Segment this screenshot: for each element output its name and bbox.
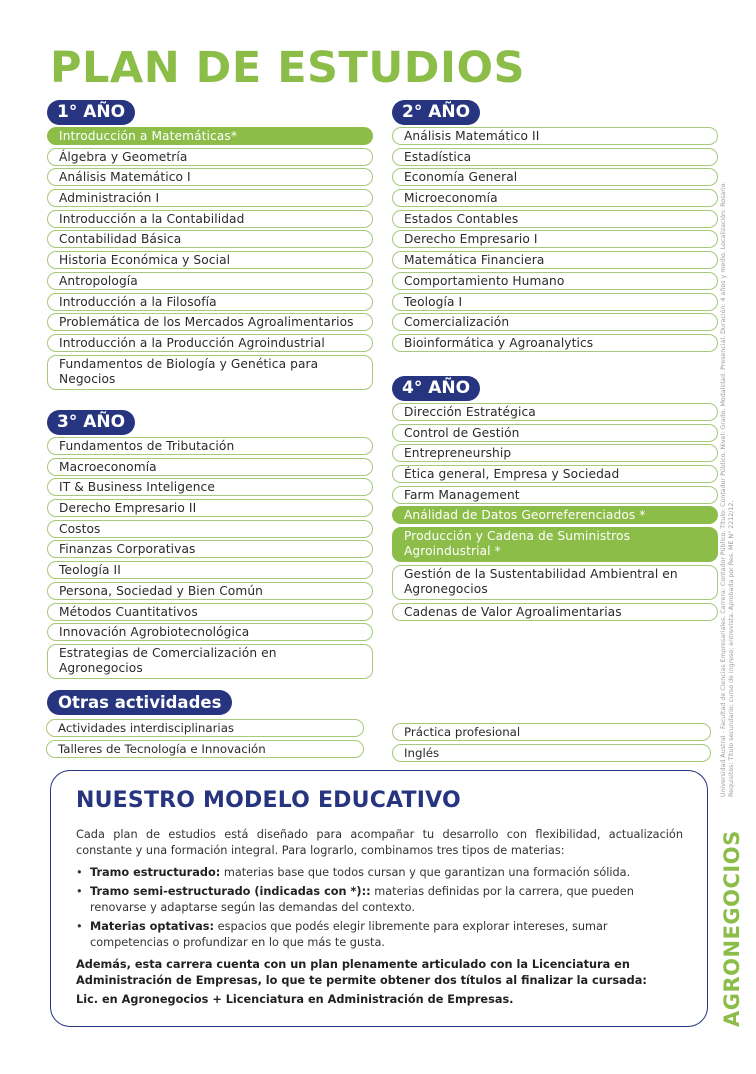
subject-pill: Farm Management <box>392 486 718 504</box>
subject-pill: Derecho Empresario I <box>392 230 718 248</box>
year-3-badge: 3° AÑO <box>47 410 135 435</box>
subject-pill: Introducción a la Contabilidad <box>47 210 373 228</box>
subject-pill: Comercialización <box>392 313 718 331</box>
page-title: PLAN DE ESTUDIOS <box>50 43 525 93</box>
subject-pill: Estrategias de Comercialización en Agronegocios <box>47 644 373 679</box>
otras-left-list <box>46 719 364 760</box>
subject-pill-semi-structured: Producción y Cadena de Suministros Agroindustrial * <box>392 527 718 562</box>
subject-pill: Ética general, Empresa y Sociedad <box>392 465 718 483</box>
modelo-educativo-title: NUESTRO MODELO EDUCATIVO <box>76 788 461 813</box>
subject-pill: Matemática Financiera <box>392 251 718 269</box>
modelo-desc: espacios que podés elegir libremente para explorar intereses, sumar competencias o profundizar en lo que más te gusta. <box>90 920 608 949</box>
modelo-list-item <box>76 884 683 916</box>
year-4-subjects <box>392 403 718 621</box>
legal-disclaimer <box>720 57 736 797</box>
modelo-degree: Lic. en Agronegocios + Licenciatura en Administración de Empresas. <box>76 993 514 1006</box>
modelo-desc: materias base que todos cursan y que garantizan una formación sólida. <box>220 866 631 879</box>
subject-pill: Dirección Estratégica <box>392 403 718 421</box>
subject-pill: Introducción a la Filosofía <box>47 293 373 311</box>
subject-pill: Entrepreneurship <box>392 444 718 462</box>
otras-item: Talleres de Tecnología e Innovación <box>46 740 364 758</box>
year-3-column <box>47 410 373 682</box>
otras-item: Inglés <box>392 744 711 762</box>
year-2-badge: 2° AÑO <box>392 100 480 125</box>
subject-pill-semi-structured: Introducción a Matemáticas* <box>47 127 373 145</box>
subject-pill: Contabilidad Básica <box>47 230 373 248</box>
subject-pill: Teología II <box>47 561 373 579</box>
year-4-badge: 4° AÑO <box>392 376 480 401</box>
modelo-term: Tramo estructurado: <box>90 866 221 879</box>
otras-item: Práctica profesional <box>392 723 711 741</box>
subject-pill: Análisis Matemático I <box>47 168 373 186</box>
year-1-subjects <box>47 127 373 390</box>
year-1-badge: 1° AÑO <box>47 100 135 125</box>
otras-actividades-badge: Otras actividades <box>47 690 232 715</box>
bullet-icon: • <box>76 866 83 879</box>
subject-pill: Economía General <box>392 168 718 186</box>
year-4-column <box>392 376 718 623</box>
subject-pill: IT & Business Inteligence <box>47 478 373 496</box>
otras-right-list <box>392 723 711 764</box>
subject-pill: Control de Gestión <box>392 424 718 442</box>
year-1-column <box>47 100 373 392</box>
subject-pill: Persona, Sociedad y Bien Común <box>47 582 373 600</box>
modelo-educativo-box <box>50 770 708 1027</box>
subject-pill: Finanzas Corporativas <box>47 540 373 558</box>
subject-pill: Álgebra y Geometría <box>47 148 373 166</box>
subject-pill: Análisis Matemático II <box>392 127 718 145</box>
modelo-term: Materias optativas: <box>90 920 215 933</box>
legal-line-2: Requisitos: Título secundario; curso de ingreso; entrevista. Aprobada por Res. ME N° 2212/12. <box>728 500 735 797</box>
subject-pill-semi-structured: Análidad de Datos Georreferenciados * <box>392 506 718 524</box>
modelo-note: Además, esta carrera cuenta con un plan plenamente articulado con la Licenciatura en Administración de Empresas, lo que te permite obtener dos títulos al finalizar la cursada: <box>76 958 647 987</box>
subject-pill: Costos <box>47 520 373 538</box>
subject-pill: Derecho Empresario II <box>47 499 373 517</box>
year-3-subjects <box>47 437 373 679</box>
otras-item: Actividades interdisciplinarias <box>46 719 364 737</box>
subject-pill: Microeconomía <box>392 189 718 207</box>
subject-pill: Administración I <box>47 189 373 207</box>
subject-pill: Innovación Agrobiotecnológica <box>47 623 373 641</box>
modelo-term: Tramo semi-estructurado (indicadas con *):: <box>90 885 371 898</box>
legal-line-1: Universidad Austral - Facultad de Ciencias Empresariales. Carrera: Contador Público. Título: Contador Público. Nivel: Grado. Modalidad: Presencial. Duración: 4 años y medio. Localización: Rosario. <box>720 181 727 797</box>
subject-pill: Historia Económica y Social <box>47 251 373 269</box>
modelo-list-item <box>76 919 683 951</box>
subject-pill: Fundamentos de Tributación <box>47 437 373 455</box>
year-2-column <box>392 100 718 355</box>
modelo-list-item <box>76 865 683 881</box>
bullet-icon: • <box>76 885 83 898</box>
subject-pill: Gestión de la Sustentabilidad Ambientral en Agronegocios <box>392 565 718 600</box>
career-brand: AGRONEGOCIOS <box>720 830 744 1027</box>
subject-pill: Teología I <box>392 293 718 311</box>
subject-pill: Cadenas de Valor Agroalimentarias <box>392 603 718 621</box>
subject-pill: Comportamiento Humano <box>392 272 718 290</box>
modelo-list <box>76 865 683 951</box>
year-2-subjects <box>392 127 718 352</box>
subject-pill: Problemática de los Mercados Agroalimentarios <box>47 313 373 331</box>
modelo-desc: materias definidas por la carrera, que pueden renovarse y adaptarse según las demandas del contexto. <box>90 885 634 914</box>
subject-pill: Fundamentos de Biología y Genética para Negocios <box>47 355 373 390</box>
subject-pill: Macroeconomía <box>47 458 373 476</box>
subject-pill: Bioinformática y Agroanalytics <box>392 334 718 352</box>
subject-pill: Estadística <box>392 148 718 166</box>
bullet-icon: • <box>76 920 83 933</box>
subject-pill: Estados Contables <box>392 210 718 228</box>
subject-pill: Antropología <box>47 272 373 290</box>
subject-pill: Introducción a la Producción Agroindustrial <box>47 334 373 352</box>
subject-pill: Métodos Cuantitativos <box>47 603 373 621</box>
modelo-intro: Cada plan de estudios está diseñado para acompañar tu desarrollo con flexibilidad, actualización constante y una formación integral. Para lograrlo, combinamos tres tipos de materias: <box>76 828 683 857</box>
